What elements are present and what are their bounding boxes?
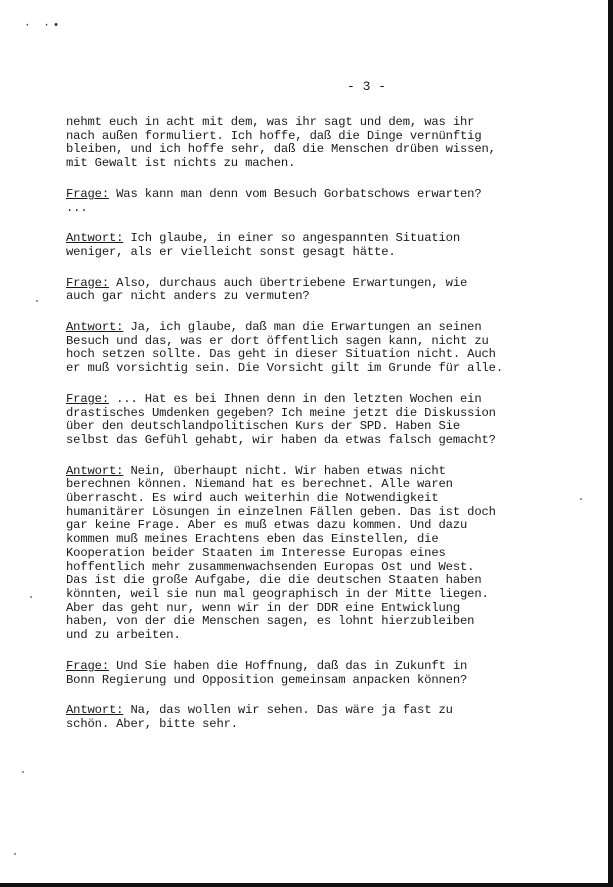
text-line: [66, 232, 566, 246]
answer-paragraph: [66, 704, 566, 731]
text-segment: Also, durchaus auch übertriebene Erwartungen, wie: [108, 275, 468, 290]
text-line: Besuch und das, was er dort öffentlich sagen kann, nicht zu: [66, 333, 489, 348]
question-paragraph: [66, 188, 566, 215]
text-segment: ... Hat es bei Ihnen denn in den letzten Wochen ein: [108, 391, 482, 406]
text-line: nehmt euch in acht mit dem, was ihr sagt und dem, was ihr: [66, 115, 475, 129]
text-line: [66, 465, 566, 479]
answer-paragraph: [66, 321, 566, 376]
text-line: [66, 704, 566, 718]
text-segment: Ich glaube, in einer so angespannten Situation: [123, 231, 461, 246]
text-line: [66, 277, 566, 291]
text-line: weniger, als er vielleicht sonst gesagt hätte.: [66, 244, 396, 259]
text-line: haben, von der die Menschen sagen, es lohnt hierzubleiben: [66, 614, 475, 629]
text-segment: Ja, ich glaube, daß man die Erwartungen an seinen: [123, 320, 482, 335]
text-line: [66, 660, 566, 674]
text-line: auch gar nicht anders zu vermuten?: [66, 289, 310, 304]
question-paragraph: [66, 393, 566, 448]
answer-paragraph: [66, 465, 566, 643]
text-line: gar keine Frage. Aber es muß etwas dazu kommen. Und dazu: [66, 518, 468, 533]
corner-marks: · ·•: [24, 20, 63, 32]
speaker-label: Frage:: [66, 275, 109, 290]
scan-speck: [30, 596, 32, 598]
text-line: könnten, weil sie nun mal geographisch in der Mitte liegen.: [66, 586, 489, 601]
text-segment: Na, das wollen wir sehen. Das wäre ja fast zu: [123, 703, 453, 718]
text-line: [66, 321, 566, 335]
text-line: Aber das geht nur, wenn wir in der DDR eine Entwicklung: [66, 600, 461, 615]
text-line: schön. Aber, bitte sehr.: [66, 716, 238, 731]
text-line: hoch setzen sollte. Das geht in dieser Situation nicht. Auch: [66, 347, 496, 362]
scan-speck: [36, 300, 38, 302]
text-line: ...: [66, 200, 88, 215]
text-line: Das ist die große Aufgabe, die die deutschen Staaten haben: [66, 573, 482, 588]
text-line: selbst das Gefühl gehabt, wir haben da etwas falsch gemacht?: [66, 432, 496, 447]
text-line: drastisches Umdenken gegeben? Ich meine jetzt die Diskussion: [66, 405, 496, 420]
scan-speck: [580, 498, 582, 500]
speaker-label: Antwort:: [66, 320, 124, 335]
scan-speck: [22, 771, 24, 773]
text-line: hoffentlich mehr zusammenwachsenden Europas Ost und West.: [66, 559, 475, 574]
text-line: berechnen können. Niemand hat es berechnet. Alle waren: [66, 477, 453, 492]
answer-paragraph: [66, 232, 566, 259]
scan-border-bottom: [0, 883, 613, 887]
speaker-label: Frage:: [66, 658, 109, 673]
text-line: und zu arbeiten.: [66, 628, 181, 643]
text-line: mit Gewalt ist nichts zu machen.: [66, 156, 296, 171]
text-segment: Und Sie haben die Hoffnung, daß das in Zukunft in: [108, 658, 468, 673]
text-line: [66, 188, 566, 202]
text-line: kommen muß meines Erachtens eben das Einstellen, die: [66, 532, 439, 547]
question-paragraph: [66, 660, 566, 687]
text-line: über den deutschlandpolitischen Kurs der SPD. Haben Sie: [66, 419, 461, 434]
text-line: [66, 393, 566, 407]
speaker-label: Antwort:: [66, 231, 124, 246]
text-line: Bonn Regierung und Opposition gemeinsam anpacken können?: [66, 672, 468, 687]
speaker-label: Antwort:: [66, 463, 124, 478]
speaker-label: Frage:: [66, 186, 109, 201]
speaker-label: Antwort:: [66, 703, 124, 718]
text-segment: Was kann man denn vom Besuch Gorbatschows erwarten?: [108, 186, 482, 201]
question-paragraph: [66, 277, 566, 304]
text-line: humanitärer Lösungen in einzelnen Fällen geben. Das ist doch: [66, 504, 496, 519]
scan-speck: [14, 853, 16, 855]
text-line: bleiben, und ich hoffe sehr, daß die Menschen drüben wissen,: [66, 142, 496, 157]
speaker-label: Frage:: [66, 391, 109, 406]
page-number: - 3 -: [346, 79, 386, 94]
text-segment: Nein, überhaupt nicht. Wir haben etwas nicht: [123, 463, 446, 478]
document-body: [66, 116, 566, 749]
paragraph-continuation: [66, 116, 566, 171]
text-line: überrascht. Es wird auch weiterhin die Notwendigkeit: [66, 491, 439, 506]
scan-border-right: [608, 0, 613, 887]
text-line: nach außen formuliert. Ich hoffe, daß die Dinge vernünftig: [66, 128, 482, 143]
text-line: er muß vorsichtig sein. Die Vorsicht gilt im Grunde für alle.: [66, 361, 503, 376]
text-line: Kooperation beider Staaten im Interesse Europas eines: [66, 545, 446, 560]
